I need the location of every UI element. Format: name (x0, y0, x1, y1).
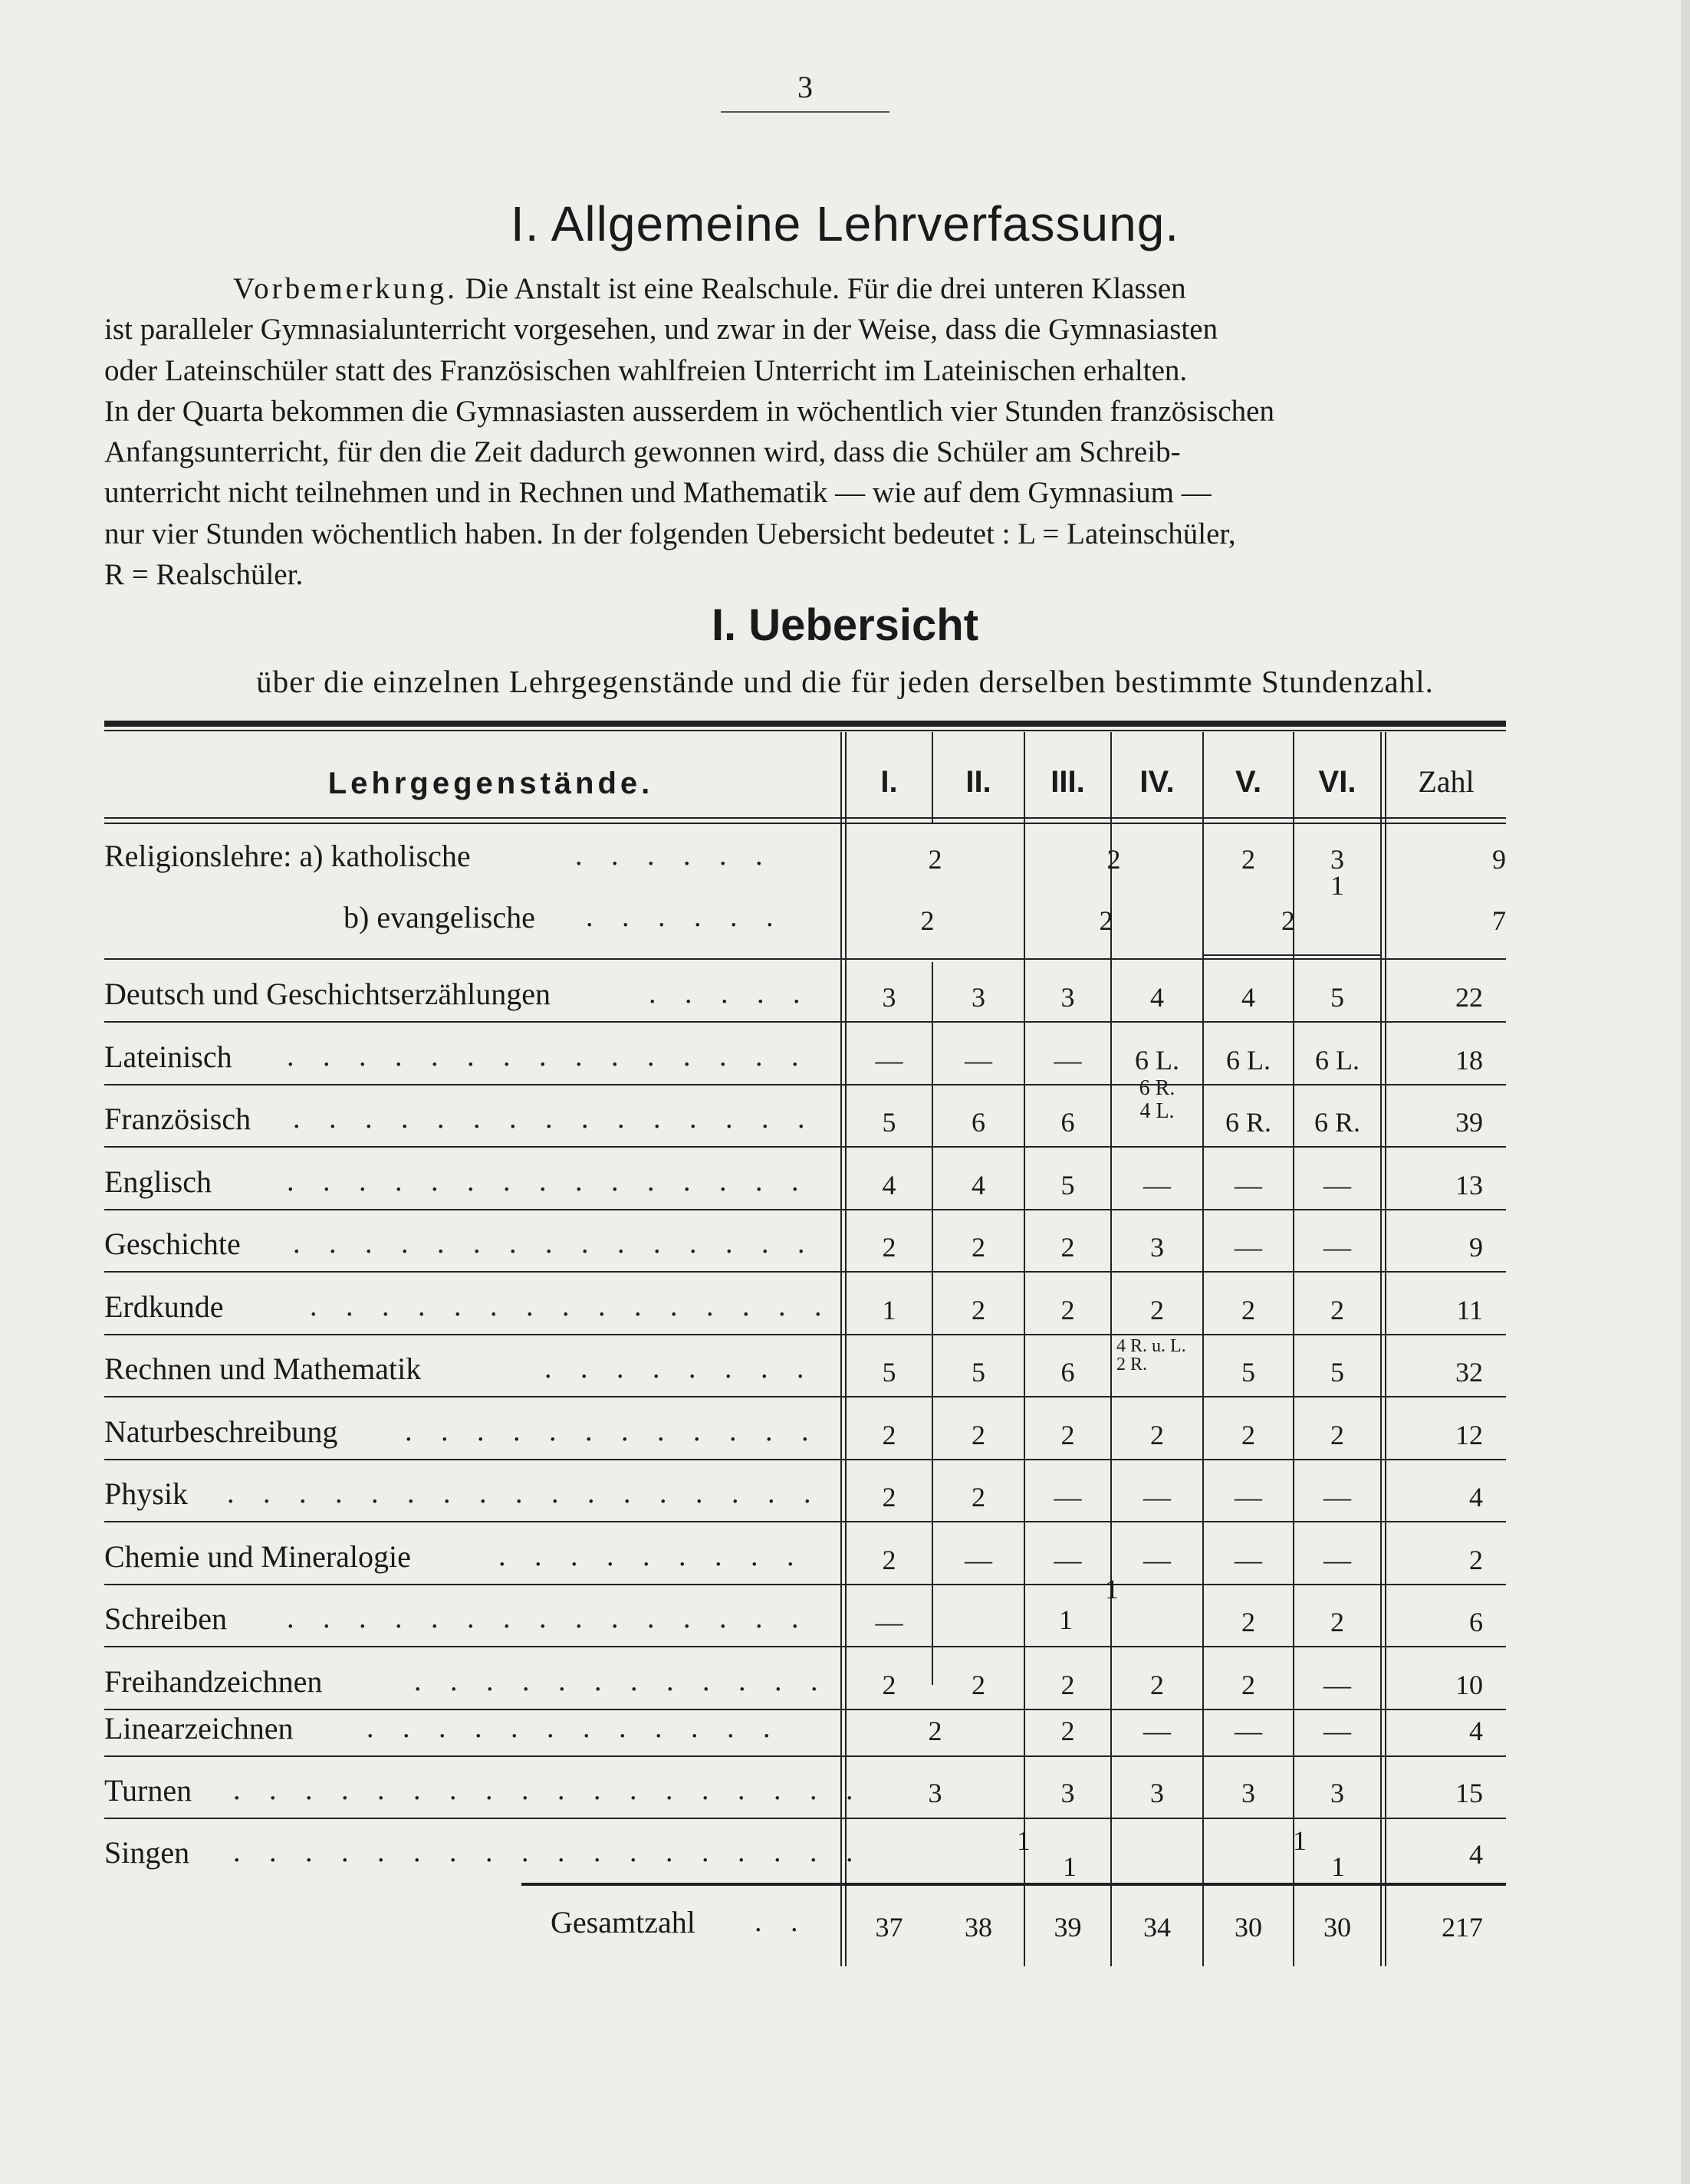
turnen-vi: 3 (1330, 1778, 1344, 1808)
row-rule (104, 1084, 1506, 1085)
table-cell: — (875, 1045, 903, 1076)
intro-paragraph (104, 268, 1506, 595)
table-cell: 5 (1330, 1357, 1344, 1388)
dot-leader: . . . . . . . . . . . . . . . . . (227, 1477, 822, 1509)
turnen-iv: 3 (1150, 1778, 1164, 1808)
total-v: 30 (1235, 1912, 1262, 1943)
linear-total: 4 (1469, 1716, 1483, 1746)
table-cell: 2 (1241, 1670, 1255, 1700)
singen-total: 4 (1469, 1839, 1483, 1870)
page-number-rule (721, 111, 889, 113)
table-row-subject: Schreiben (104, 1601, 227, 1636)
row-rule (104, 1021, 1506, 1023)
table-row-subject: Französisch (104, 1102, 252, 1136)
table-cell: 3 (1060, 982, 1075, 1013)
table-cell: 2 (1150, 1295, 1164, 1325)
subject-singen: Singen (104, 1835, 190, 1870)
table-cell: 3 (972, 982, 985, 1013)
franz-iv-top: 6 R. (1139, 1076, 1175, 1100)
table-cell: 5 (1330, 982, 1344, 1013)
row-rule (104, 1271, 1506, 1273)
intro-line: ist paralleler Gymnasialunterricht vorgesehen, und zwar in der Weise, dass die Gymnasiasten (104, 313, 1218, 346)
row-rule (104, 1709, 1506, 1710)
rechnen-iv-bottom: 2 R. (1116, 1355, 1148, 1374)
header-class-i: I. (880, 765, 898, 799)
table-cell: 2 (972, 1295, 985, 1325)
table-cell: 6 (1060, 1357, 1075, 1388)
linear-v: — (1235, 1716, 1262, 1746)
row-rule (1204, 954, 1380, 956)
singen-b-top: 1 (1293, 1825, 1307, 1856)
table-row-total: 32 (1455, 1357, 1483, 1388)
intro-lead: Vorbemerkung. (233, 272, 458, 305)
table-cell: 3 (882, 982, 896, 1013)
table-cell: — (965, 1545, 992, 1575)
header-class-vi: VI. (1318, 765, 1356, 799)
row-rule (104, 1584, 1506, 1585)
linear-iii: 2 (1060, 1716, 1075, 1746)
table-row-total: 39 (1455, 1107, 1483, 1138)
table-cell: — (1323, 1670, 1351, 1700)
turnen-i-ii: 3 (928, 1778, 942, 1808)
row-rule (104, 1209, 1506, 1210)
intro-line: nur vier Stunden wöchentlich haben. In der folgenden Uebersicht bedeutet : L = Lateinschüler, (104, 517, 1236, 550)
row-rule (104, 1459, 1506, 1460)
table-row-subject: Lateinisch (104, 1039, 232, 1074)
table-cell: 2 (882, 1545, 896, 1575)
table-cell: 2 (972, 1420, 985, 1450)
table-row-total: 9 (1469, 1232, 1483, 1263)
table-cell: 5 (882, 1107, 896, 1138)
turnen-total: 15 (1455, 1778, 1483, 1808)
table-row-subject: Physik (104, 1476, 188, 1511)
subject-linear: Linearzeichnen (104, 1711, 294, 1746)
dot-leader: . . . . . . . . . . . . . . . (293, 1227, 816, 1259)
table-cell: — (1143, 1545, 1171, 1575)
overview-heading: I. Uebersicht (711, 600, 979, 650)
table-cell: 2 (972, 1232, 985, 1263)
table-cell: 4 (1150, 982, 1164, 1013)
table-cell: 2 (882, 1232, 896, 1263)
main-heading: I. Allgemeine Lehrverfassung. (510, 196, 1180, 251)
table-cell: — (1323, 1545, 1351, 1575)
table-cell: 2 (1060, 1295, 1075, 1325)
table-row-total: 22 (1455, 982, 1483, 1013)
table-row-total: 12 (1455, 1420, 1483, 1450)
table-cell: 4 (882, 1170, 896, 1200)
overview-subtitle: über die einzelnen Lehrgegenstände und die für jeden derselben bestimmte Stundenzahl. (256, 664, 1434, 699)
intro-line: In der Quarta bekommen die Gymnasiasten ausserdem in wöchentlich vier Stunden französischen (104, 394, 1274, 428)
table-cell: — (1323, 1170, 1351, 1200)
dot-leader: . . . . . . . . . . . . . . . . . . (233, 1836, 864, 1868)
table-cell: 2 (1330, 1607, 1344, 1637)
table-top-rule (104, 721, 1506, 727)
table-cell: 2 (1150, 1670, 1164, 1700)
table-cell: 2 (1330, 1420, 1344, 1450)
table-cell: 4 (972, 1170, 985, 1200)
row-rule (104, 1334, 1506, 1335)
table-row-total: 10 (1455, 1670, 1483, 1700)
table-cell: — (1054, 1045, 1082, 1076)
table-cell: 2 (1060, 1420, 1075, 1450)
table-cell: 6 (1060, 1107, 1075, 1138)
dot-leader: . . . . . . . . . . . . . . . . . . (233, 1774, 864, 1806)
header-rule (104, 817, 1506, 819)
page-number: 3 (797, 70, 813, 104)
row-rule (104, 1146, 1506, 1148)
dot-leader: . . . . . . . . . . . . . . . (287, 1040, 810, 1072)
total-label: Gesamtzahl (551, 1905, 695, 1939)
dot-leader: . . . . . . (586, 901, 784, 933)
table-cell: 2 (1330, 1295, 1344, 1325)
table-row-total: 18 (1455, 1045, 1483, 1076)
table-row-subject: Erdkunde (104, 1289, 224, 1324)
table-row-subject: Geschichte (104, 1227, 241, 1261)
table-cell: — (1323, 1232, 1351, 1263)
religion-a-vi-bottom: 1 (1330, 870, 1344, 901)
linear-i-ii: 2 (928, 1716, 942, 1746)
table-cell: 2 (972, 1482, 985, 1512)
table-cell: 5 (882, 1357, 896, 1388)
schreiben-iii-bottom: 1 (1059, 1604, 1073, 1635)
table-row-total: 6 (1469, 1607, 1483, 1637)
table-cell: 5 (1060, 1170, 1075, 1200)
table-row-subject: Rechnen und Mathematik (104, 1351, 422, 1386)
religion-a-total: 9 (1492, 844, 1506, 875)
table-cell: 2 (882, 1420, 896, 1450)
intro-line: R = Realschüler. (104, 558, 304, 592)
subject-religion-b: b) evangelische (344, 900, 535, 934)
dot-leader: . . . . . . . . . . . . (367, 1712, 781, 1744)
table-cell: 6 (972, 1107, 985, 1138)
table-cell: — (1143, 1482, 1171, 1512)
header-subject: Lehrgegenstände. (327, 767, 654, 800)
total-i: 37 (875, 1912, 903, 1943)
row-rule (104, 1755, 1506, 1757)
table-cell: — (1235, 1232, 1262, 1263)
column-divider (1293, 826, 1294, 895)
row-rule (104, 1646, 1506, 1647)
table-cell: 2 (1150, 1420, 1164, 1450)
total-iii: 39 (1054, 1912, 1082, 1943)
row-rule (104, 1521, 1506, 1522)
dot-leader: . . . . . (649, 977, 811, 1010)
table-cell: 4 (1241, 982, 1255, 1013)
table-cell: 5 (1241, 1357, 1255, 1388)
table-cell: 2 (1241, 1607, 1255, 1637)
table-row-subject: Freihandzeichnen (104, 1664, 323, 1699)
intro-line: oder Lateinschüler statt des Französischen wahlfreien Unterricht im Lateinischen erhalten. (104, 353, 1188, 387)
row-rule (104, 1818, 1506, 1819)
subject-turnen: Turnen (104, 1773, 192, 1808)
row-rule (104, 958, 1506, 960)
table-cell: — (1054, 1545, 1082, 1575)
table-cell: 6 L. (1315, 1045, 1360, 1076)
table-cell: — (1054, 1482, 1082, 1512)
linear-iv: — (1143, 1716, 1171, 1746)
header-class-v: V. (1235, 765, 1262, 799)
table-cell: 2 (1241, 1295, 1255, 1325)
total-iv: 34 (1143, 1912, 1171, 1943)
table-cell: — (965, 1045, 992, 1076)
table-cell: 6 L. (1226, 1045, 1271, 1076)
dot-leader: . . . . . . . . . (498, 1540, 805, 1572)
table-cell: 6 L. (1135, 1045, 1179, 1076)
table-cell: 2 (972, 1670, 985, 1700)
table-cell: 2 (882, 1670, 896, 1700)
dot-leader: . . . . . . . . (544, 1352, 815, 1384)
table-cell: 3 (1150, 1232, 1164, 1263)
dot-leader: . . . . . . . . . . . . . . . (293, 1102, 816, 1135)
table-row-subject: Chemie und Mineralogie (104, 1539, 411, 1574)
religion-b-total: 7 (1492, 905, 1506, 936)
subject-religion: Religionslehre: a) katholische (104, 839, 471, 873)
turnen-iii: 3 (1060, 1778, 1075, 1808)
page-edge (1681, 0, 1690, 2184)
table-cell: 5 (972, 1357, 985, 1388)
religion-b-v-vi: 2 (1281, 905, 1295, 936)
table-cell: — (875, 1607, 903, 1637)
table-cell: 2 (1060, 1232, 1075, 1263)
dot-leader: . . . . . . . . . . . . . . . (287, 1165, 810, 1197)
singen-b-bottom: 1 (1331, 1851, 1345, 1882)
table-cell: — (1235, 1170, 1262, 1200)
intro-line: unterricht nicht teilnehmen und in Rechnen und Mathematik — wie auf dem Gymnasium — (104, 476, 1212, 510)
column-divider (1380, 732, 1382, 1966)
table-cell: 6 R. (1225, 1107, 1271, 1138)
table-row-total: 11 (1456, 1295, 1483, 1325)
religion-a-iii-iv: 2 (1106, 844, 1121, 875)
religion-a-v: 2 (1241, 844, 1255, 875)
table-cell: 2 (1060, 1670, 1075, 1700)
header-class-ii: II. (965, 765, 991, 799)
total-vi: 30 (1323, 1912, 1351, 1943)
header-class-iv: IV. (1139, 765, 1175, 799)
table-cell: — (1323, 1482, 1351, 1512)
dot-leader: . . (755, 1906, 809, 1938)
table-row-subject: Englisch (104, 1164, 212, 1199)
total-sum: 217 (1442, 1912, 1483, 1943)
singen-a-bottom: 1 (1063, 1851, 1077, 1882)
religion-b-iii-iv: 2 (1099, 905, 1113, 936)
dot-leader: . . . . . . . . . . . . . . . (310, 1290, 833, 1322)
rechnen-iv-top: 4 R. u. L. (1116, 1336, 1186, 1356)
religion-a-i-ii: 2 (928, 844, 942, 875)
table-row-total: 4 (1469, 1482, 1483, 1512)
table-cell: — (1235, 1482, 1262, 1512)
religion-b-i-ii: 2 (920, 905, 935, 936)
row-rule (104, 1396, 1506, 1397)
table-cell: 1 (882, 1295, 896, 1325)
table-cell: — (1143, 1170, 1171, 1200)
table-cell: — (1235, 1545, 1262, 1575)
table-row-total: 2 (1469, 1545, 1483, 1575)
turnen-v: 3 (1241, 1778, 1255, 1808)
table-cell: 2 (1241, 1420, 1255, 1450)
intro-line: Anfangsunterricht, für den die Zeit dadurch gewonnen wird, dass die Schüler am Schreib- (104, 435, 1181, 469)
dot-leader: . . . . . . (575, 839, 774, 872)
header-rule (104, 823, 1506, 824)
dot-leader: . . . . . . . . . . . . (414, 1665, 829, 1697)
religion-a-vi-top: 3 (1330, 844, 1344, 875)
total-rule (521, 1883, 1506, 1886)
intro-line: Vorbemerkung. Die Anstalt ist eine Realschule. Für die drei unteren Klassen (233, 272, 1186, 305)
linear-vi: — (1323, 1716, 1351, 1746)
dot-leader: . . . . . . . . . . . . (405, 1415, 820, 1447)
singen-a-top: 1 (1017, 1825, 1031, 1856)
dot-leader: . . . . . . . . . . . . . . . (287, 1602, 810, 1634)
franz-iv-bottom: 4 L. (1139, 1099, 1175, 1123)
table-row-subject: Deutsch und Geschichtserzählungen (104, 977, 551, 1011)
schreiben-iii-top: 1 (1105, 1574, 1119, 1604)
table-cell: 2 (882, 1482, 896, 1512)
header-class-iii: III. (1050, 765, 1085, 799)
total-ii: 38 (965, 1912, 992, 1943)
table-cell: 6 R. (1314, 1107, 1360, 1138)
header-total: Zahl (1418, 764, 1475, 799)
table-top-rule-thin (104, 730, 1506, 731)
table-row-subject: Naturbeschreibung (104, 1414, 338, 1449)
table-row-total: 13 (1455, 1170, 1483, 1200)
